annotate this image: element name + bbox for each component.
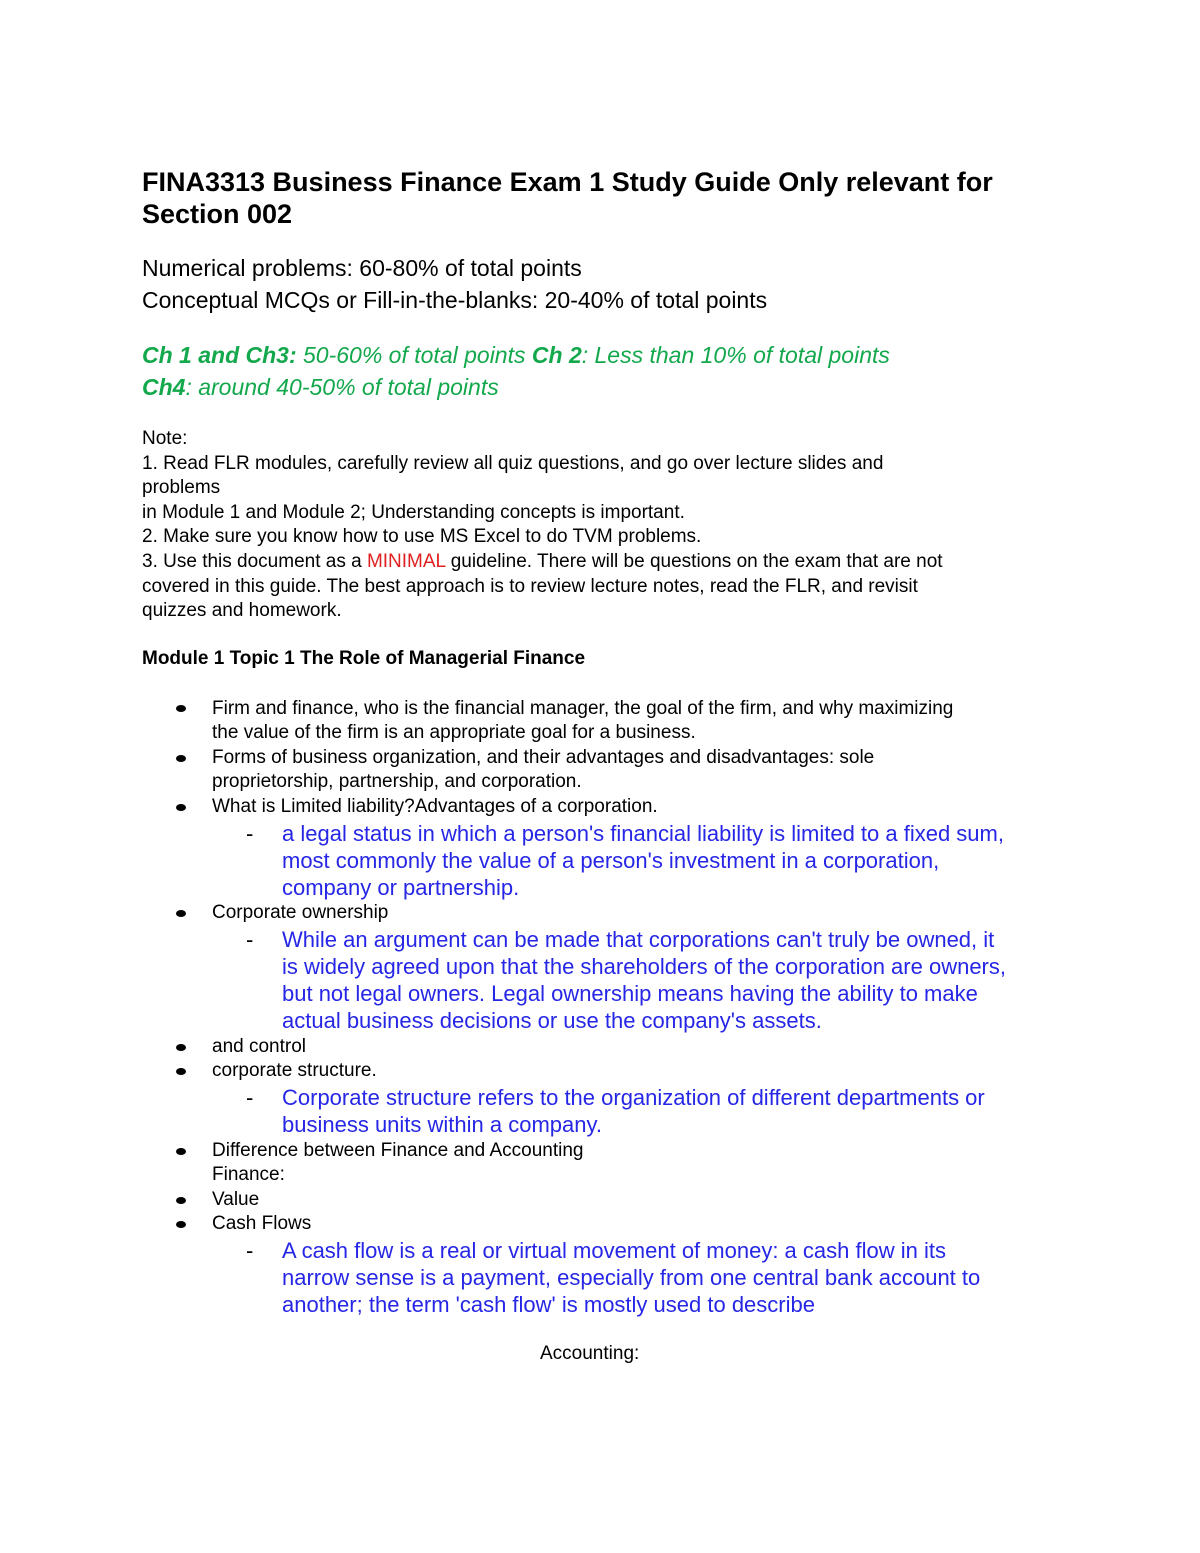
dash-marker: - (246, 1238, 254, 1263)
list-item-continuation: Finance: (212, 1164, 285, 1185)
chapter-weights-line-1: Ch 1 and Ch3: 50-60% of total points Ch 2: Less than 10% of total points (142, 342, 890, 368)
note-section: Note: 1. Read FLR modules, carefully review all quiz questions, and go over lecture slides and problems in Module 1 and Module 2; Understanding concepts is important. 2. Make sure you know how to use MS Excel to do TVM problems. 3. Use this document as a MINIMAL guideline. There will be questions on the exam that are not covered in this guide. The best approach is to review lecture notes, read the FLR, and revisit quizzes and homework. (142, 427, 1072, 624)
dash-marker: - (246, 821, 254, 846)
list-item: Firm and finance, who is the financial manager, the goal of the firm, and why maximizing (212, 698, 954, 719)
list-item: What is Limited liability?Advantages of a corporation. (212, 796, 658, 817)
bullet-icon (176, 1221, 186, 1228)
dash-marker: - (246, 1085, 254, 1110)
list-item: corporate structure. (212, 1060, 377, 1081)
sub-item-continuation: actual business decisions or use the company's assets. (282, 1008, 822, 1033)
chapter-weights-line-2: Ch4: around 40-50% of total points (142, 374, 499, 400)
ch4-label: Ch4 (142, 374, 186, 400)
minimal-highlight: MINIMAL (366, 550, 446, 572)
conceptual-questions-weight: Conceptual MCQs or Fill-in-the-blanks: 20-40% of total points (142, 287, 768, 313)
bullet-icon (176, 1044, 186, 1051)
numerical-problems-weight: Numerical problems: 60-80% of total points (142, 255, 582, 281)
sub-item: Corporate structure refers to the organization of different departments or (282, 1085, 985, 1110)
list-item: Forms of business organization, and their advantages and disadvantages: sole (212, 747, 875, 768)
list-item: Difference between Finance and Accounting (212, 1140, 584, 1161)
sub-item-continuation: business units within a company. (282, 1112, 602, 1137)
bullet-icon (176, 1148, 186, 1155)
list-item: Value (212, 1189, 260, 1210)
accounting-label: Accounting: (540, 1343, 640, 1364)
list-item: Corporate ownership (212, 902, 389, 923)
dash-marker: - (246, 927, 254, 952)
sub-item-continuation: but not legal owners. Legal ownership means having the ability to make (282, 981, 978, 1006)
bullet-icon (176, 1068, 186, 1075)
sub-item: a legal status in which a person's financial liability is limited to a fixed sum, (282, 821, 1004, 846)
document-title (142, 166, 1042, 230)
sub-item-continuation: company or partnership. (282, 875, 520, 900)
bullet-icon (176, 705, 186, 712)
bullet-icon (176, 1197, 186, 1204)
bullet-icon (176, 910, 186, 917)
title-line-1: FINA3313 Business Finance Exam 1 Study Guide Only relevant for (142, 167, 993, 197)
list-item: and control (212, 1036, 307, 1057)
list-item-continuation: the value of the firm is an appropriate goal for a business. (212, 722, 696, 743)
note-label: Note: (142, 428, 188, 449)
bullet-icon (176, 755, 186, 762)
sub-item-continuation: most commonly the value of a person's investment in a corporation, (282, 848, 940, 873)
list-item: Cash Flows (212, 1213, 312, 1234)
sub-item-continuation: another; the term 'cash flow' is mostly used to describe (282, 1292, 815, 1317)
sub-item-continuation: is widely agreed upon that the shareholders of the corporation are owners, (282, 954, 1006, 979)
sub-item: While an argument can be made that corporations can't truly be owned, it (282, 927, 995, 952)
bullet-icon (176, 804, 186, 811)
module-heading: Module 1 Topic 1 The Role of Managerial Finance (142, 648, 586, 669)
sub-item-continuation: narrow sense is a payment, especially from one central bank account to (282, 1265, 981, 1290)
sub-item: A cash flow is a real or virtual movement of money: a cash flow in its (282, 1238, 946, 1263)
ch2-label: Ch 2 (531, 342, 582, 368)
list-item-continuation: proprietorship, partnership, and corporation. (212, 771, 582, 792)
ch1-ch3-label: Ch 1 and Ch3: (142, 342, 297, 368)
title-line-2: Section 002 (142, 199, 293, 229)
